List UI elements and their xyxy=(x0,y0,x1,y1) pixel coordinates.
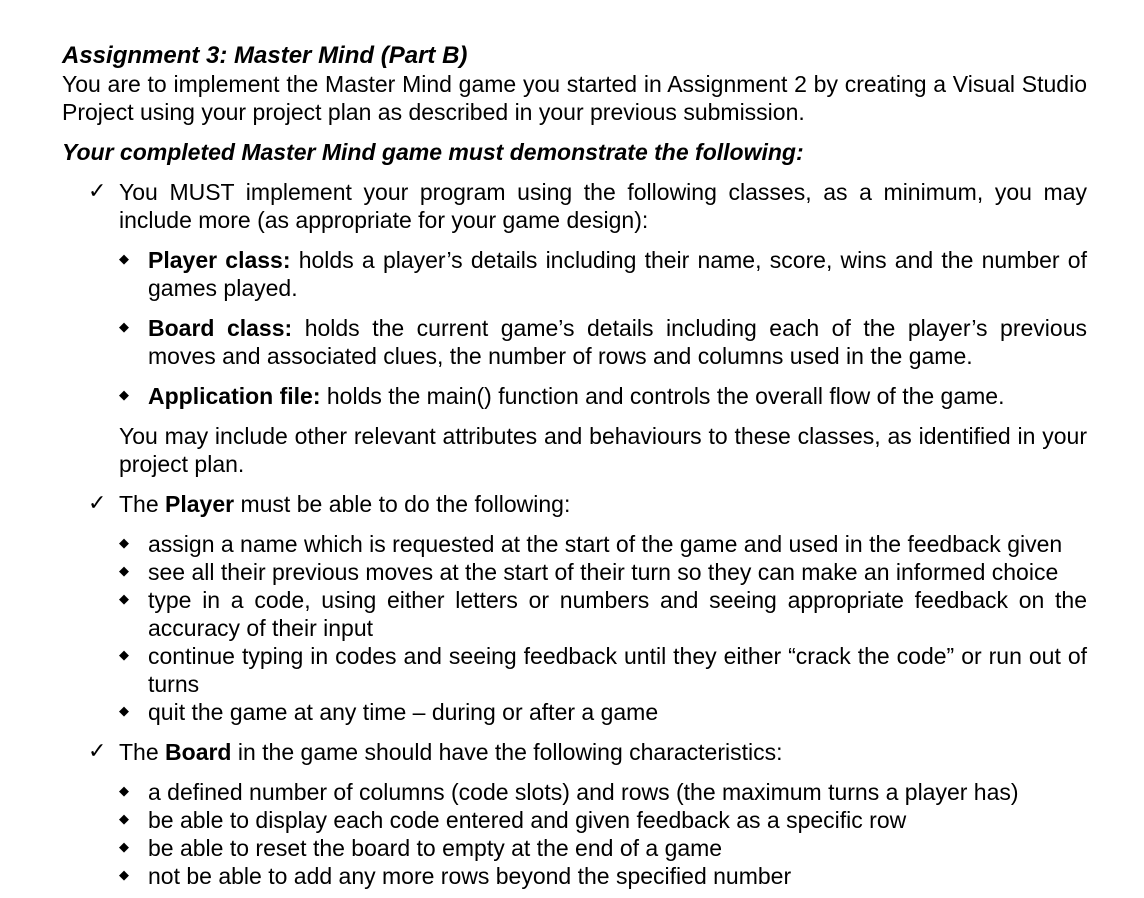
board-keyword: Board xyxy=(165,739,232,765)
class-description: holds the current game’s details including each of the player’s previous moves and associated clues, the number of rows and columns used in the game. xyxy=(148,315,1087,369)
diamond-bullet-icon: ◆ xyxy=(119,564,129,579)
list-item xyxy=(119,698,1087,726)
list-item xyxy=(119,558,1087,586)
class-item-board xyxy=(119,314,1087,370)
requirement-board xyxy=(62,738,1087,890)
diamond-bullet-icon: ◆ xyxy=(119,320,129,335)
class-item-application xyxy=(119,382,1087,410)
check-mark-icon: ✓ xyxy=(88,739,107,764)
text-fragment: The xyxy=(119,491,166,517)
list-item xyxy=(119,530,1087,558)
requirement-player xyxy=(62,490,1087,726)
diamond-bullet-icon: ◆ xyxy=(119,840,129,855)
list-item-text: see all their previous moves at the start of their turn so they can make an informed choice xyxy=(148,559,1059,585)
diamond-bullet-icon: ◆ xyxy=(119,648,129,663)
class-term: Board class: xyxy=(148,315,293,341)
diamond-bullet-icon: ◆ xyxy=(119,252,129,267)
list-item-text: be able to reset the board to empty at the end of a game xyxy=(148,835,723,861)
list-item-text: be able to display each code entered and given feedback as a specific row xyxy=(148,807,907,833)
classes-note: You may include other relevant attributes and behaviours to these classes, as identified in your project plan. xyxy=(119,423,1087,477)
diamond-bullet-icon: ◆ xyxy=(119,704,129,719)
class-description: holds the main() function and controls the overall flow of the game. xyxy=(320,383,1005,409)
list-item-text: not be able to add any more rows beyond the specified number xyxy=(148,863,792,889)
diamond-bullet-icon: ◆ xyxy=(119,592,129,607)
assignment-title: Assignment 3: Master Mind (Part B) xyxy=(62,42,468,69)
diamond-bullet-icon: ◆ xyxy=(119,812,129,827)
text-fragment: in the game should have the following characteristics: xyxy=(231,739,783,765)
diamond-bullet-icon: ◆ xyxy=(119,784,129,799)
requirement-classes xyxy=(62,178,1087,478)
list-item xyxy=(119,642,1087,698)
list-item-text: continue typing in codes and seeing feedback until they either “crack the code” or run out of turns xyxy=(148,643,1087,697)
check-mark-icon: ✓ xyxy=(88,491,107,516)
list-item xyxy=(119,586,1087,642)
diamond-bullet-icon: ◆ xyxy=(119,868,129,883)
text-fragment: The xyxy=(119,739,166,765)
requirement-classes-text: You MUST implement your program using the following classes, as a minimum, you may include more (as appropriate for your game design): xyxy=(119,179,1087,233)
intro-paragraph: You are to implement the Master Mind game you started in Assignment 2 by creating a Visual Studio Project using your project plan as described in your previous submission. xyxy=(62,71,1087,125)
document-page xyxy=(62,42,1087,890)
list-item-text: type in a code, using either letters or numbers and seeing appropriate feedback on the accuracy of their input xyxy=(148,587,1087,641)
player-keyword: Player xyxy=(165,491,235,517)
requirement-board-text xyxy=(119,738,1087,766)
board-characteristics-list xyxy=(119,778,1087,890)
class-term: Player class: xyxy=(148,247,291,273)
class-description: holds a player’s details including their name, score, wins and the number of games played. xyxy=(148,247,1087,301)
diamond-bullet-icon: ◆ xyxy=(119,388,129,403)
class-list xyxy=(119,246,1087,410)
list-item-text: assign a name which is requested at the start of the game and used in the feedback given xyxy=(148,531,1063,557)
diamond-bullet-icon: ◆ xyxy=(119,536,129,551)
class-term: Application file: xyxy=(148,383,321,409)
list-item xyxy=(119,834,1087,862)
list-item xyxy=(119,778,1087,806)
list-item xyxy=(119,862,1087,890)
list-item-text: a defined number of columns (code slots) and rows (the maximum turns a player has) xyxy=(148,779,1019,805)
player-abilities-list xyxy=(119,530,1087,726)
list-item-text: quit the game at any time – during or after a game xyxy=(148,699,659,725)
requirement-player-text xyxy=(119,490,1087,518)
class-item-player xyxy=(119,246,1087,302)
check-mark-icon: ✓ xyxy=(88,179,107,204)
list-item xyxy=(119,806,1087,834)
requirements-heading: Your completed Master Mind game must demonstrate the following: xyxy=(62,139,804,165)
text-fragment: must be able to do the following: xyxy=(234,491,571,517)
